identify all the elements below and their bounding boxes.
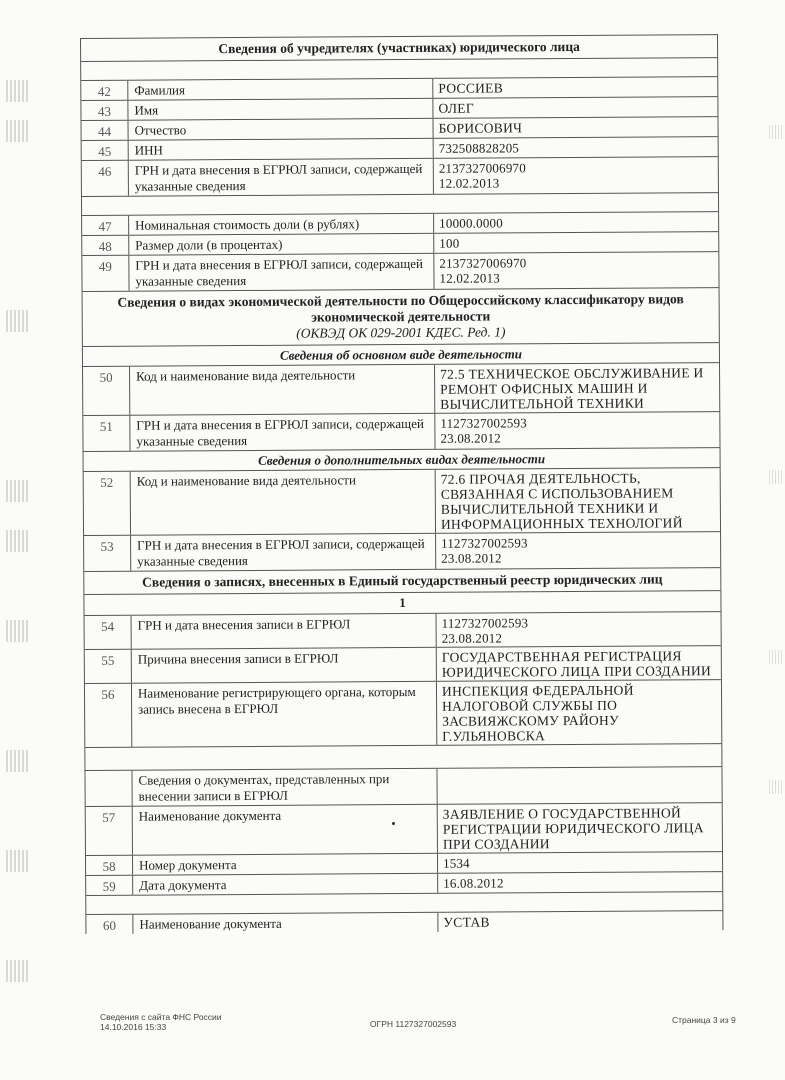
- scan-edge-marks: [0, 60, 36, 1060]
- row-value: 732508828205: [438, 140, 520, 156]
- row-label: Отчество: [129, 119, 434, 140]
- footer-source-text: Сведения с сайта ФНС России: [100, 1012, 222, 1022]
- row-number: 47: [82, 216, 129, 235]
- record-rows: [85, 612, 722, 748]
- row-label: Имя: [128, 99, 433, 120]
- row-label: ИНН: [129, 139, 434, 160]
- row-number: 56: [85, 684, 132, 747]
- share-rows: [82, 212, 718, 292]
- row-label: ГРН и дата внесения в ЕГРЮЛ записи, содержащей указанные сведения: [130, 414, 435, 451]
- row-number: 60: [86, 915, 133, 934]
- row-label: Наименование документа: [133, 805, 438, 855]
- section-okved-header: [83, 288, 719, 347]
- row-value: 16.08.2012: [443, 875, 504, 891]
- row-number: 57: [86, 807, 133, 855]
- row-value: 1127327002593 23.08.2012: [440, 415, 528, 446]
- row-number: 55: [85, 650, 132, 683]
- row-value: 1534: [443, 855, 470, 871]
- table-row: [84, 468, 720, 536]
- row-number: 49: [82, 256, 129, 291]
- founders-rows: [81, 77, 718, 197]
- table-row: [82, 157, 718, 197]
- row-value: 2137327006970 12.02.2013: [439, 255, 527, 286]
- row-value: 72.6 ПРОЧАЯ ДЕЯТЕЛЬНОСТЬ, СВЯЗАННАЯ С ИСПОЛЬЗОВАНИЕМ ВЫЧИСЛИТЕЛЬНОЙ ТЕХНИКИ И ИНФОРМАЦИОННЫХ ТЕХНОЛОГИЙ: [440, 470, 683, 532]
- section-records-header: Сведения о записях, внесенных в Единый государственный реестр юридических лиц: [84, 568, 720, 595]
- row-label: Код и наименование вида деятельности: [130, 365, 435, 415]
- row-value: ИНСПЕКЦИЯ ФЕДЕРАЛЬНОЙ НАЛОГОВОЙ СЛУЖБЫ ПО ЗАСВИЯЖСКОМУ РАЙОНУ Г.УЛЬЯНОВСКА: [441, 682, 634, 744]
- row-label: Причина внесения записи в ЕГРЮЛ: [132, 648, 437, 683]
- row-number: 48: [82, 236, 129, 255]
- table-row: [85, 612, 721, 650]
- row-label: Размер доли (в процентах): [129, 234, 434, 255]
- docs-header: Сведения о документах, представленных при внесении записи в ЕГРЮЛ: [132, 769, 437, 806]
- row-value: 72.5 ТЕХНИЧЕСКОЕ ОБСЛУЖИВАНИЕ И РЕМОНТ ОФИСНЫХ МАШИН И ВЫЧИСЛИТЕЛЬНОЙ ТЕХНИКИ: [440, 365, 704, 412]
- row-value: 1127327002593 23.08.2012: [441, 535, 528, 566]
- scan-dot: [392, 822, 395, 825]
- footer-ogrn: ОГРН 1127327002593: [370, 1019, 457, 1029]
- table-row: [83, 363, 719, 416]
- row-number: 50: [83, 367, 130, 415]
- main-activity-rows: [83, 363, 720, 452]
- footer-datetime: 14.10.2016 15:33: [100, 1022, 167, 1032]
- row-number: 45: [82, 141, 129, 160]
- row-value: 100: [439, 235, 460, 251]
- table-row: [84, 532, 720, 572]
- section-okved-subtitle: (ОКВЭД ОК 029-2001 КДЕС. Ред. 1): [296, 324, 506, 341]
- sub-main-activity: Сведения об основном виде деятельности: [83, 343, 719, 367]
- section-okved-title: Сведения о видах экономической деятельности по Общероссийскому классификатору видов экономической деятельности: [117, 291, 684, 325]
- table-row: [82, 252, 718, 292]
- row-number: 43: [81, 101, 128, 120]
- row-value: 10000.0000: [439, 215, 503, 231]
- row-label: Наименование регистрирующего органа, которым запись внесена в ЕГРЮЛ: [132, 682, 437, 747]
- row-number: 42: [81, 81, 128, 100]
- row-value: РОССИЕВ: [438, 80, 504, 96]
- row-value: ГОСУДАРСТВЕННАЯ РЕГИСТРАЦИЯ ЮРИДИЧЕСКОГО ЛИЦА ПРИ СОЗДАНИИ: [441, 648, 712, 680]
- row-label: ГРН и дата внесения записи в ЕГРЮЛ: [132, 614, 437, 649]
- row-label: Код и наименование вида деятельности: [131, 470, 436, 535]
- table-row: [85, 680, 721, 748]
- row-label: ГРН и дата внесения в ЕГРЮЛ записи, содержащей указанные сведения: [129, 159, 434, 196]
- row-label: Дата документа: [133, 874, 438, 895]
- row-label: Фамилия: [128, 79, 433, 100]
- record-index: 1: [84, 591, 720, 616]
- row-number: [85, 771, 132, 806]
- row-value: БОРИСОВИЧ: [438, 120, 523, 136]
- additional-activity-rows: [84, 468, 721, 572]
- row-number: 54: [85, 616, 132, 649]
- row-number: 44: [82, 121, 129, 140]
- row-value: УСТАВ: [443, 914, 490, 930]
- row-label: ГРН и дата внесения в ЕГРЮЛ записи, содержащей указанные сведения: [129, 254, 434, 291]
- section-founders-header: Сведения об учредителях (участниках) юридического лица: [81, 35, 717, 62]
- row-number: 53: [84, 536, 131, 571]
- row-value: 2137327006970 12.02.2013: [438, 160, 526, 191]
- row-label: ГРН и дата внесения в ЕГРЮЛ записи, содержащей указанные сведения: [131, 534, 436, 571]
- egrul-table: [80, 34, 723, 934]
- row-number: 46: [82, 161, 129, 196]
- row-number: 51: [83, 416, 130, 451]
- row-number: 59: [86, 876, 133, 895]
- footer-page-number: Страница 3 из 9: [672, 1015, 736, 1025]
- sub-additional-activity: Сведения о дополнительных видах деятельности: [84, 448, 720, 472]
- row-label: Номер документа: [133, 854, 438, 875]
- row-number: 52: [84, 472, 131, 535]
- row-value: 1127327002593 23.08.2012: [441, 615, 529, 646]
- row-number: 58: [86, 856, 133, 875]
- row-label: Номинальная стоимость доли (в рублях): [129, 214, 434, 235]
- docs-header-row: [85, 767, 721, 807]
- table-row: [85, 646, 721, 684]
- row-value: ЗАЯВЛЕНИЕ О ГОСУДАРСТВЕННОЙ РЕГИСТРАЦИИ ЮРИДИЧЕСКОГО ЛИЦА ПРИ СОЗДАНИИ: [442, 805, 704, 852]
- document-rows: [86, 803, 723, 896]
- row-label: Наименование документа: [133, 913, 438, 934]
- table-row: [83, 412, 719, 452]
- table-row: [86, 803, 722, 856]
- footer-source: [100, 1012, 222, 1032]
- table-row: [86, 911, 722, 934]
- row-value: ОЛЕГ: [438, 100, 474, 116]
